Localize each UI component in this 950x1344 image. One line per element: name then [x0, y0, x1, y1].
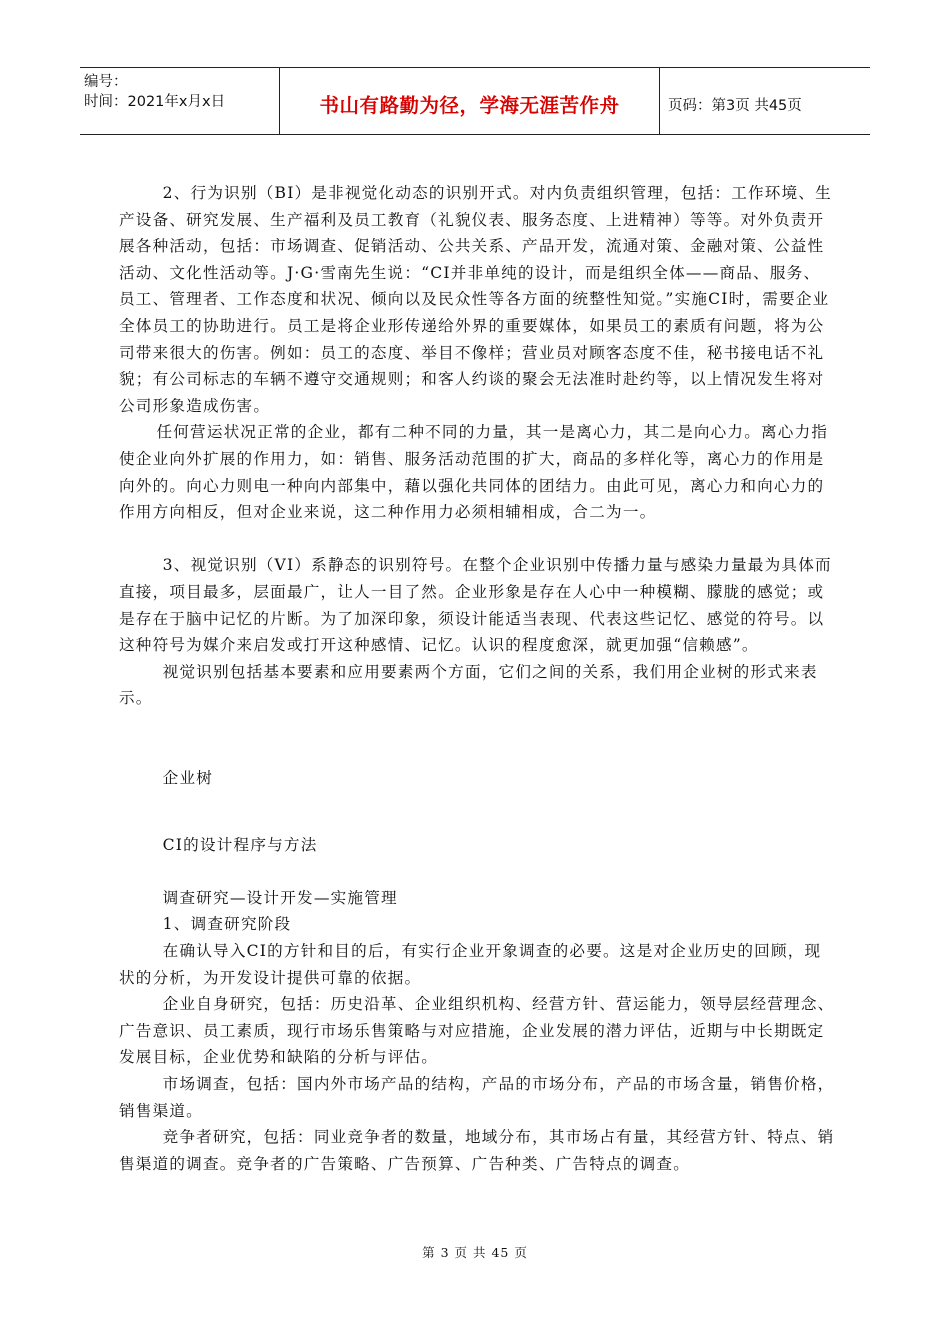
page-footer: 第 3 页 共 45 页	[422, 1245, 528, 1260]
paragraph-bi: 2、行为识别（BI）是非视觉化动态的识别开式。对内负责组织管理，包括：工作环境、生产设备、研究发展、生产福利及员工教育（礼貌仪表、服务态度、上进精神）等等。对外负责开展各种活动，包括：市场调查、促销活动、公共关系、产品开发，流通对策、金融对策、公益性活动、文化性活动等。J·G·雪南先生说：“CI并非单纯的设计，而是组织全体——商品、服务、员工、管理者、工作态度和状况、倾向以及民众性等各方面的统整性知觉。”实施CI时，需要企业全体员工的协助进行。员工是将企业形传递给外界的重要媒体，如果员工的素质有问题，将为公司带来很大的伤害。例如：员工的态度、举目不像样；营业员对顾客态度不佳，秘书接电话不礼貌；有公司标志的车辆不遵守交通规则；和客人约谈的聚会无法准时赴约等，以上情况发生将对公司形象造成伤害。	[119, 184, 832, 415]
heading-process: 调查研究—设计开发—实施管理	[162, 888, 398, 907]
spacer	[119, 738, 835, 765]
page-header	[80, 67, 870, 135]
paragraph-market: 市场调查，包括：国内外市场产品的结构，产品的市场分布，产品的市场含量，销售价格，销售渠道。	[119, 1075, 835, 1120]
header-motto: 书山有路勤为径，学海无涯苦作舟	[280, 68, 660, 134]
spacer	[119, 792, 835, 832]
paragraph-vi: 3、视觉识别（VI）系静态的识别符号。在整个企业识别中传播力量与感染力量最为具体而直接，项目最多，层面最广，让人一目了然。企业形象是存在人心中一种模糊、朦胧的感觉；或是存在于脑中记忆的片断。为了加深印象，须设计能适当表现、代表这些记忆、感觉的符号。以这种符号为媒介来启发或打开这种感情、记忆。认识的程度愈深，就更加强“信赖感”。	[119, 556, 832, 655]
spacer	[119, 858, 835, 885]
spacer	[119, 526, 835, 553]
paragraph-vi-elements: 视觉识别包括基本要素和应用要素两个方面，它们之间的关系，我们用企业树的形式来表示。	[119, 662, 818, 708]
paragraph-research: 在确认导入CI的方针和目的后，有实行企业开象调查的必要。这是对企业历史的回顾，现状的分析，为开发设计提供可靠的依据。	[119, 942, 822, 987]
paragraph-competitors: 竞争者研究，包括：同业竞争者的数量，地域分布，其市场占有量，其经营方针、特点、销售渠道的调查。竞争者的广告策略、广告预算、广告种类、广告特点的调查。	[119, 1128, 835, 1173]
header-page-info: 页码：第3页 共45页	[668, 97, 802, 114]
document-body	[119, 180, 835, 1177]
spacer	[119, 712, 835, 739]
heading-research-stage: 1、调查研究阶段	[162, 915, 292, 934]
paragraph-self-study: 企业自身研究，包括：历史沿革、企业组织机构、经营方针、营运能力，领导层经营理念、广告意识、员工素质，现行市场乐售策略与对应措施，企业发展的潜力评估，近期与中长期既定发展目标，企业优势和缺陷的分析与评估。	[119, 995, 835, 1067]
heading-ci-design: CI的设计程序与方法	[162, 835, 318, 854]
time-label: 时间：2021年x月x日	[84, 94, 226, 110]
heading-enterprise-tree: 企业树	[162, 769, 214, 788]
paragraph-forces: 任何营运状况正常的企业，都有二种不同的力量，其一是离心力，其二是向心力。离心力指使企业向外扩展的作用力，如：销售、服务活动范围的扩大，商品的多样化等，离心力的作用是向外的。向心力则电一种向内部集中，藉以强化共同体的团结力。由此可见，离心力和向心力的作用方向相反，但对企业来说，这二种作用力必须相辅相成，合二为一。	[119, 423, 829, 522]
header-meta	[80, 68, 280, 134]
code-label: 编号：	[84, 74, 128, 90]
